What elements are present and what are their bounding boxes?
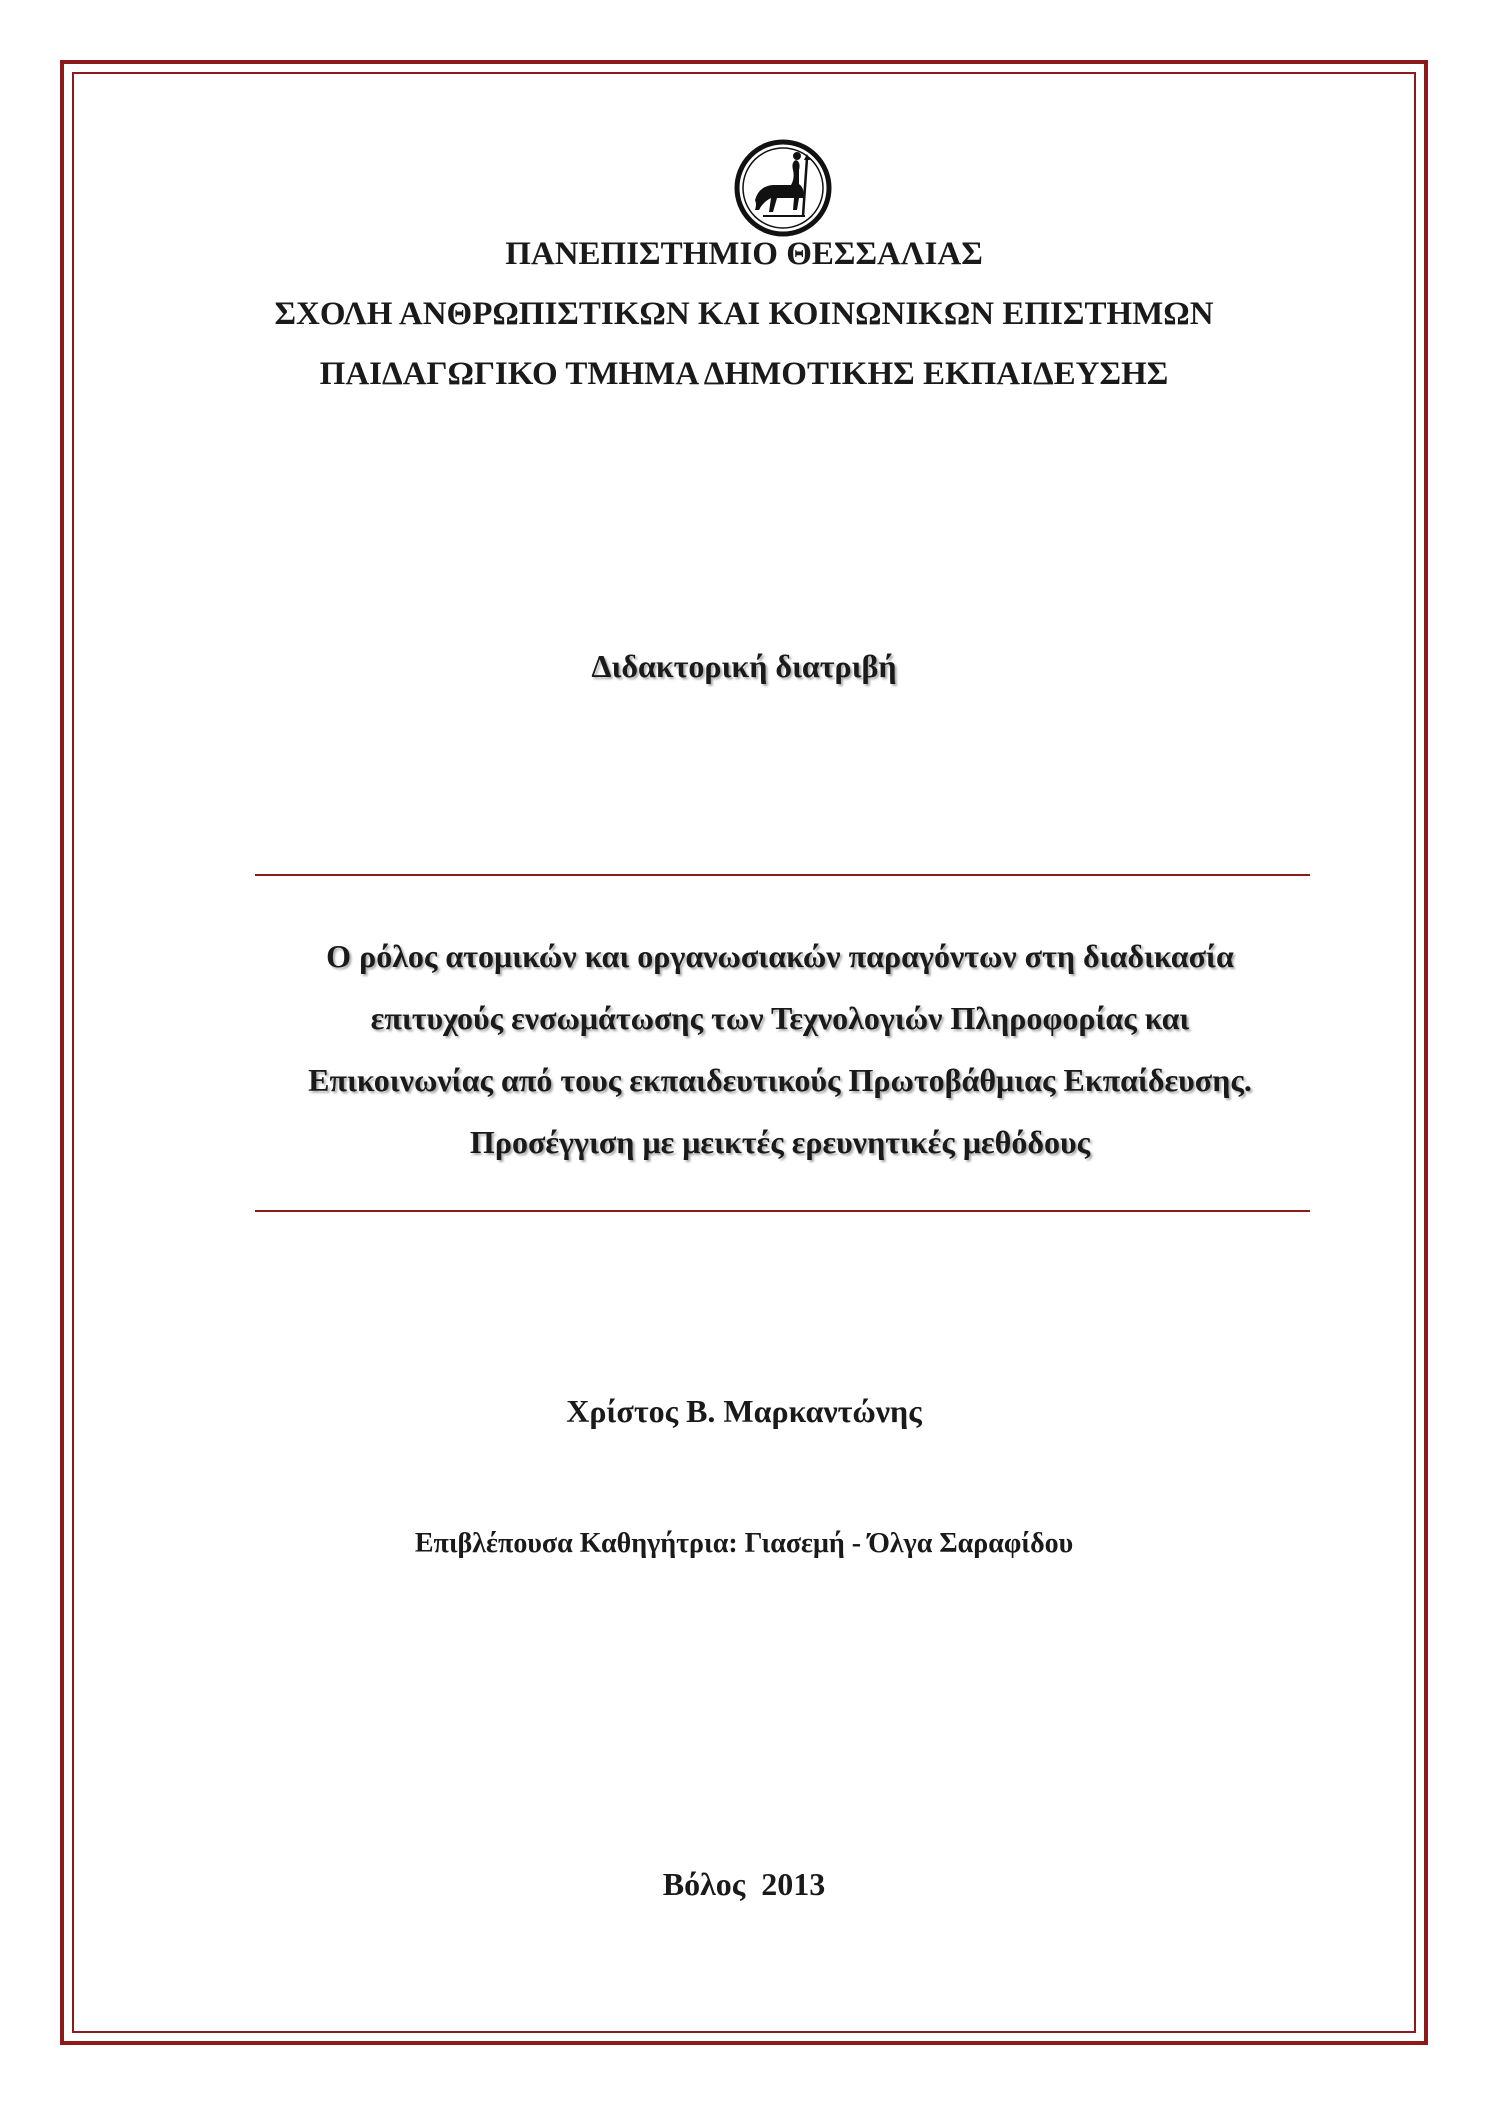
divider-top — [255, 874, 1310, 876]
divider-bottom — [255, 1210, 1310, 1212]
place-year: Βόλος 2013 — [662, 1866, 826, 1902]
university-name: ΠΑΝΕΠΙΣΤΗΜΙΟ ΘΕΣΣΑΛΙΑΣ — [505, 236, 983, 272]
title-line: Προσέγγιση με μεικτές ερευνητικές μεθόδους — [469, 1124, 1091, 1160]
document-type: Διδακτορική διατριβή — [591, 648, 897, 684]
title-line: Ο ρόλος ατομικών και οργανωσιακών παραγόντων στη διαδικασία — [326, 938, 1234, 974]
author-name: Χρίστος Β. Μαρκαντώνης — [566, 1393, 922, 1429]
department-name: ΠΑΙΔΑΓΩΓΙΚΟ ΤΜΗΜΑ ΔΗΜΟΤΙΚΗΣ ΕΚΠΑΙΔΕΥΣΗΣ — [319, 356, 1169, 392]
supervisor: Επιβλέπουσα Καθηγήτρια: Γιασεμή - Όλγα Σαραφίδου — [414, 1528, 1074, 1559]
title-line: επιτυχούς ενσωμάτωσης των Τεχνολογιών Πληροφορίας και — [370, 1000, 1190, 1036]
school-name: ΣΧΟΛΗ ΑΝΘΡΩΠΙΣΤΙΚΩΝ ΚΑΙ ΚΟΙΝΩΝΙΚΩΝ ΕΠΙΣΤΗΜΩΝ — [274, 296, 1214, 332]
title-line: Επικοινωνίας από τους εκπαιδευτικούς Πρωτοβάθμιας Εκπαίδευσης. — [308, 1062, 1252, 1098]
centaur-seal-icon — [733, 138, 833, 238]
thesis-title — [230, 925, 1330, 1173]
